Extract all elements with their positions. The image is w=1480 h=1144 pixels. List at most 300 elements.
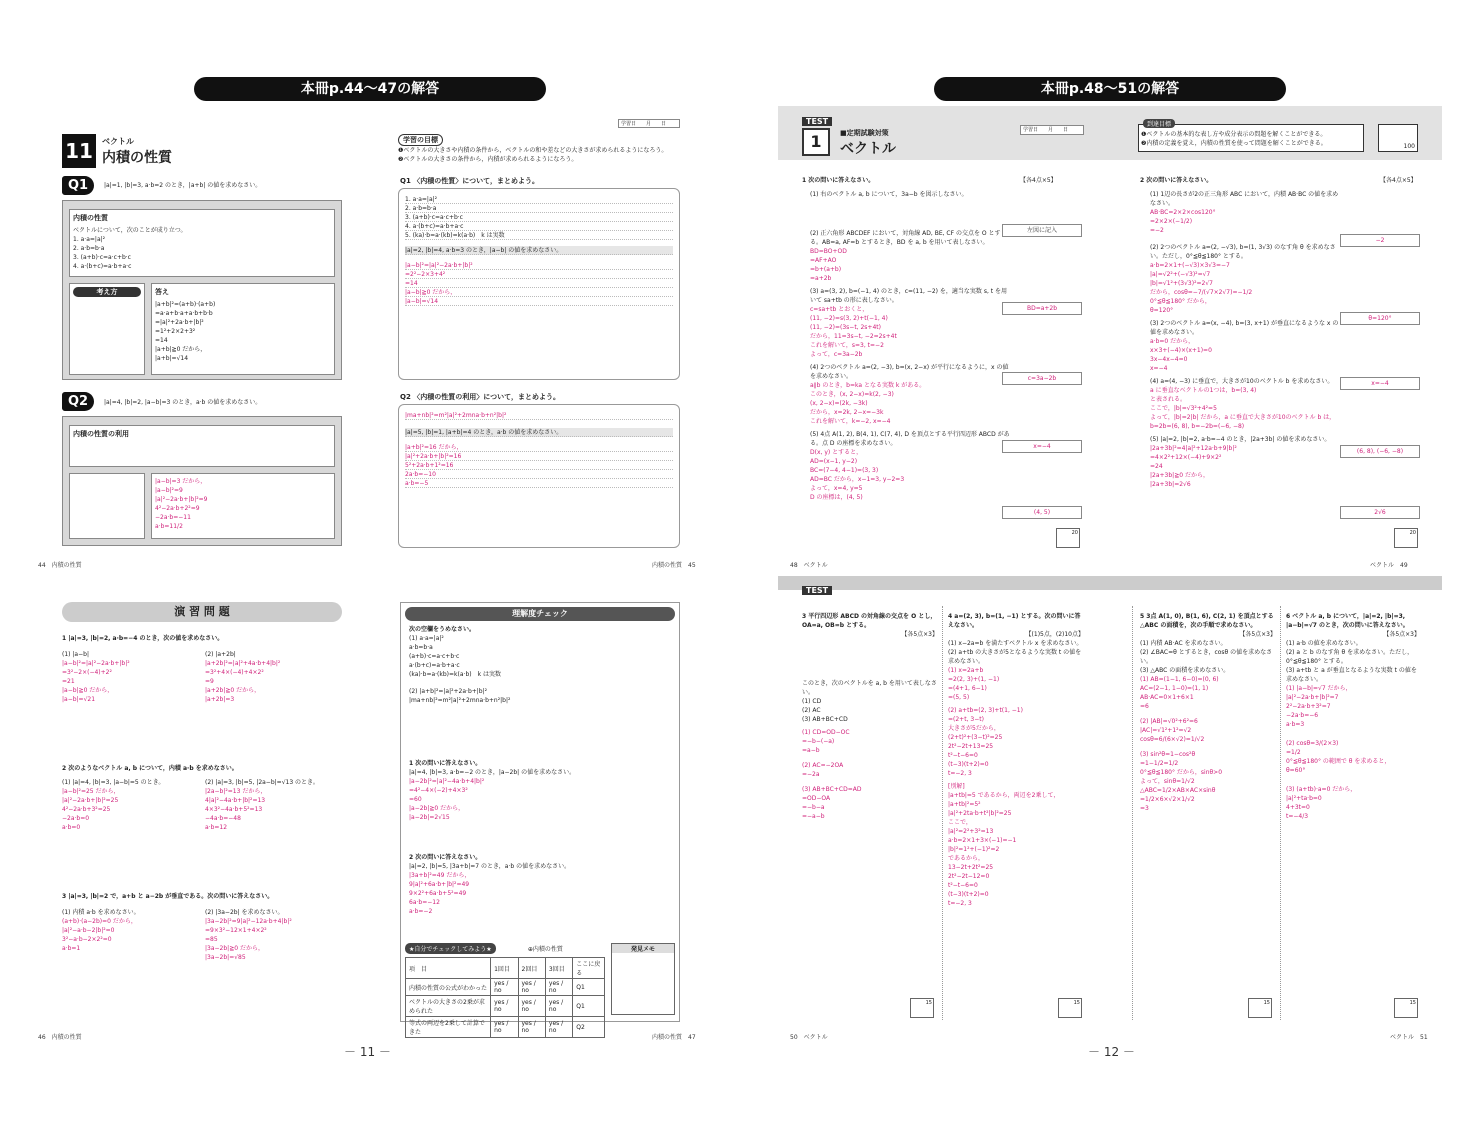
tq2-line: (3) 2つのベクトル a=(x, −4), b=(3, x+1) が垂直になるような x の値を求めなさい。 bbox=[1150, 320, 1339, 336]
table-row bbox=[406, 1017, 605, 1038]
page-46-footer: 46 内積の性質 bbox=[38, 1034, 82, 1041]
tq4-line: =(5, 5) bbox=[948, 694, 970, 701]
tq6-line: (2) a と b のなす角 θ を求めなさい。ただし，0°≦θ≦180° とする。 bbox=[1286, 649, 1414, 665]
tq2-line: a に垂直なベクトルの1つは，b=(3, 4) bbox=[1150, 387, 1257, 394]
tq5-line: AC=(2−1, 1−0)=(1, 1) bbox=[1140, 685, 1209, 692]
tq1-line: よって，c=3a−2b bbox=[810, 351, 863, 358]
check-q1-title: 1 次の問いに答えなさい。 bbox=[409, 760, 482, 767]
test-q4 bbox=[948, 612, 1084, 908]
tq1-line: =a+2b bbox=[810, 275, 832, 282]
tq2-line: =2×2×(−1/2) bbox=[1150, 218, 1193, 225]
tq3-line: =−b−a bbox=[802, 804, 825, 811]
tq1-line: だから，x=2k, 2−x=−3k bbox=[810, 409, 884, 416]
tq6-points: 【各5点×3】 bbox=[1383, 631, 1420, 638]
sum1-ans: |a−b|=√14 bbox=[405, 297, 673, 306]
tq5-line: (2) ∠BAC=θ とするとき，cosθ の値を求めなさい。 bbox=[1140, 649, 1273, 665]
tq1-answer: x=−4 bbox=[1002, 440, 1082, 453]
p3b-line: |3a−2b|=√85 bbox=[205, 954, 246, 961]
tq6-line: 2²−2a·b+3²=7 bbox=[1286, 703, 1331, 710]
test-q1 bbox=[802, 176, 1057, 185]
p1a-line: =21 bbox=[62, 678, 75, 685]
sc-cell: Q1 bbox=[573, 979, 605, 996]
tq1-line: これを解いて，k=−2, x=−4 bbox=[810, 418, 891, 425]
tq6-line: (1) a·b の値を求めなさい。 bbox=[1286, 640, 1362, 647]
tq3-points: 【各5点×3】 bbox=[901, 631, 938, 638]
self-check bbox=[405, 943, 605, 1038]
sum2-example: |a|=5, |b|=1, |a+b|=4 のとき，a·b の値を求めなさい。 bbox=[405, 428, 673, 437]
sum1-ans: |a−b|²=|a|²−2a·b+|b|² bbox=[405, 261, 673, 270]
tq2-line: |2a+3b|=2√6 bbox=[1150, 481, 1191, 488]
tq5-line: △ABC=1/2×AB×AC×sinθ bbox=[1140, 787, 1216, 794]
tq2-line: (4) a=(4, −3) に垂直で，大きさが10のベクトル b を求めなさい。 bbox=[1150, 378, 1334, 385]
p2a-line: |a|²−2a·b+|b|²=25 bbox=[62, 797, 119, 804]
test-q3 bbox=[802, 612, 938, 821]
test-subtitle: ■定期試験対策 bbox=[840, 129, 889, 137]
check-item: (a+b)·c=a·c+b·c bbox=[409, 653, 460, 660]
tq3-score: 15 bbox=[910, 998, 934, 1018]
sc-cell[interactable]: yes / no bbox=[545, 1017, 572, 1038]
tq1-line: (2) 正六角形 ABCDEF において，対角線 AD, BE, CF の交点を O とする。AB=a, AF=b とするとき，BD を a, b を用いて表しなさい。 bbox=[810, 230, 1001, 246]
test-q6 bbox=[1286, 612, 1420, 821]
p3a-line: |a|²−a·b−2|b|²=0 bbox=[62, 927, 115, 934]
tq2-line: 0°≦θ≦180° だから， bbox=[1150, 298, 1211, 305]
tq6-line: (3) (a+tb)·a=0 だから， bbox=[1286, 786, 1357, 793]
test-q1-body bbox=[810, 190, 1010, 502]
check-item: (ka)·b=a·(kb)=k(a·b) k は実数 bbox=[409, 671, 501, 678]
check-item: (1) a·a=|a|² bbox=[409, 635, 444, 642]
tq2-line: だから，cosθ=−7/(√7×2√7)=−1/2 bbox=[1150, 289, 1253, 296]
summary2-title: Q2 〈内積の性質の利用〉について，まとめよう。 bbox=[400, 393, 560, 401]
memo-box bbox=[611, 943, 675, 1015]
q1-box-line: 4. a·(b+c)=a·b+a·c bbox=[73, 263, 132, 270]
left-page-number: － 11 － bbox=[344, 1045, 391, 1059]
tq3-line: (2) AC bbox=[802, 707, 821, 714]
tq2-line: |2a+3b|²=4|a|²+12a·b+9|b|² bbox=[1150, 445, 1237, 452]
tq4-line: であるから， bbox=[948, 855, 985, 862]
tq4-line: |a|²+2ta·b+t²|b|²=25 bbox=[948, 810, 1012, 817]
q2-answer-line: |a|²−2a·b+|b|²=9 bbox=[155, 496, 208, 503]
p1b-line: =3²+4×(−4)+4×2² bbox=[205, 669, 264, 676]
tq2-line: x=−4 bbox=[1150, 365, 1168, 372]
tq4-line: (1) x−2a=b を満たすベクトル x を求めなさい。 bbox=[948, 640, 1083, 647]
sum1-example: |a|=2, |b|=4, a·b=3 のとき，|a−b| の値を求めなさい。 bbox=[405, 246, 673, 255]
tq1-score: 20 bbox=[1056, 528, 1080, 548]
sc-cell: Q2 bbox=[573, 1017, 605, 1038]
tq3-line: (2) AC=−2OA bbox=[802, 762, 844, 769]
tq3-line: (1) CD=OD−OC bbox=[802, 729, 850, 736]
tq2-line: x×3+(−4)×(x+1)=0 bbox=[1150, 347, 1212, 354]
q1-box-line: 2. a·b=b·a bbox=[73, 245, 105, 252]
tq4-line: (2+t)²+(3−t)²=25 bbox=[948, 734, 1003, 741]
page-48-footer: 48 ベクトル bbox=[790, 562, 828, 569]
tq2-line: =24 bbox=[1150, 463, 1163, 470]
sum2-ans: |a+b|²=16 だから， bbox=[405, 443, 673, 452]
q2-text: |a|=4, |b|=2, |a−b|=3 のとき，a·b の値を求めなさい。 bbox=[104, 399, 262, 406]
test-goal-box bbox=[1138, 121, 1364, 152]
q2-think-box bbox=[69, 473, 145, 539]
check-q2-title: 2 次の問いに答えなさい。 bbox=[409, 854, 482, 861]
check-q2-ans: 6a·b=−12 bbox=[409, 899, 440, 906]
tq1-answer: c=3a−2b bbox=[1002, 372, 1082, 385]
tq1-answer: 左図に記入 bbox=[1002, 224, 1082, 237]
test-q2-title: 2 次の問いに答えなさい。 bbox=[1140, 177, 1213, 184]
sc-cell[interactable]: yes / no bbox=[491, 979, 518, 996]
q1-answer-line: =1²+2×2+3² bbox=[155, 328, 196, 335]
p3a-line: a·b=1 bbox=[62, 945, 81, 952]
page-44-footer: 44 内積の性質 bbox=[38, 562, 82, 569]
sum2-ans: 5²+2a·b+1²=16 bbox=[405, 461, 673, 470]
sc-cell[interactable]: yes / no bbox=[518, 1017, 545, 1038]
q1-answer-line: =14 bbox=[155, 337, 168, 344]
q2-property-box bbox=[69, 425, 335, 467]
tq2-score: 20 bbox=[1394, 528, 1418, 548]
test-q2 bbox=[1140, 176, 1400, 185]
q1-box-title: 内積の性質 bbox=[73, 214, 108, 222]
test-q5 bbox=[1140, 612, 1276, 813]
goal-label: 学習の目標 bbox=[398, 134, 443, 146]
tq2-line: (5) |a|=2, |b|=2, a·b=−4 のとき，|2a+3b| の値を求めなさい。 bbox=[1150, 436, 1331, 443]
tq5-score: 15 bbox=[1248, 998, 1272, 1018]
p3a-line: (1) 内積 a·b を求めなさい。 bbox=[62, 909, 140, 916]
sc-cell[interactable]: yes / no bbox=[491, 1017, 518, 1038]
q1-text: |a|=1, |b|=3, a·b=2 のとき，|a+b| の値を求めなさい。 bbox=[104, 182, 262, 189]
tq4-line: |a+tb|²=5² bbox=[948, 801, 981, 808]
q1-think-label: 考え方 bbox=[73, 287, 141, 297]
chapter-number: 11 bbox=[62, 134, 96, 168]
test-q1-title: 1 次の問いに答えなさい。 bbox=[802, 177, 875, 184]
p2b-line: |2a−b|²=13 だから， bbox=[205, 788, 267, 795]
check-item: 次の空欄をうめなさい。 bbox=[409, 626, 476, 633]
tq5-line: (2) |AB|=√0²+6²=6 bbox=[1140, 718, 1198, 725]
p2b-line: −4a·b=−48 bbox=[205, 815, 241, 822]
sum1-line: 2. a·b=b·a bbox=[405, 204, 673, 213]
q2-box-title: 内積の性質の利用 bbox=[73, 430, 129, 438]
page-50-footer: 50 ベクトル bbox=[790, 1034, 828, 1041]
q2-answer-line: a·b=11/2 bbox=[155, 523, 183, 530]
tq1-line: (3) a=(3, 2), b=(−1, 4) のとき，c=(11, −2) を，適当な実数 s, t を用いて sa+tb の形に表しなさい。 bbox=[810, 288, 1008, 304]
q1-answer-line: |a+b|²=(a+b)·(a+b) bbox=[155, 301, 216, 308]
tq2-line: (1) 1辺の長さが2の正三角形 ABC において，内積 AB·BC の値を求めなさい。 bbox=[1150, 191, 1339, 207]
tq1-line: D(x, y) とすると， bbox=[810, 449, 863, 456]
tq1-line: a∥b のとき，b=ka となる実数 k がある。 bbox=[810, 382, 926, 389]
tq4-line: =(2+t, 3−t) bbox=[948, 716, 984, 723]
tq2-answer: 2√6 bbox=[1340, 506, 1420, 519]
tq1-line: (1) 右のベクトル a, b について，3a−b を図示しなさい。 bbox=[810, 191, 968, 198]
q1-answer-line: =|a|²+2a·b+|b|² bbox=[155, 319, 204, 326]
tq5-line: |AC|=√1²+1²=√2 bbox=[1140, 727, 1192, 734]
tq5-line: (3) △ABC の面積を求めなさい。 bbox=[1140, 667, 1230, 674]
p2-answer-a bbox=[62, 778, 197, 832]
tq2-answer: x=−4 bbox=[1340, 377, 1420, 390]
tq1-line: (x, 2−x)=(2k, −3k) bbox=[810, 400, 868, 407]
check-q1-ans: =60 bbox=[409, 796, 422, 803]
tq5-line: =6 bbox=[1140, 703, 1149, 710]
check-title: 理解度チェック bbox=[405, 607, 675, 621]
tq1-line: (5) 4点 A(1, 2), B(4, 1), C(7, 4), D を頂点とする平行四辺形 ABCD がある。点 D の座標を求めなさい。 bbox=[810, 431, 1010, 447]
sum1-line: 3. (a+b)·c=a·c+b·c bbox=[405, 213, 673, 222]
sum1-line: 1. a·a=|a|² bbox=[405, 195, 673, 204]
tq1-line: c=sa+tb とおくと， bbox=[810, 306, 869, 313]
q1-answer-line: |a+b|≧0 だから， bbox=[155, 346, 207, 353]
self-check-header bbox=[406, 958, 605, 979]
goal-1: ❶ベクトルの大きさや内積の条件から，ベクトルの和や差などの大きさが求められるようになろう。 bbox=[398, 147, 668, 154]
sc-cell: 内積の性質の公式がわかった bbox=[406, 979, 491, 996]
goal-box bbox=[398, 134, 680, 166]
p2b-line: (2) |a|=3, |b|=5, |2a−b|=√13 のとき。 bbox=[205, 779, 319, 786]
sum1-ans: =14 bbox=[405, 279, 673, 288]
right-banner: 本冊p.48～51の解答 bbox=[934, 77, 1286, 101]
tq4-line: 13−2t+2t²=25 bbox=[948, 864, 994, 871]
goal-2: ❷ベクトルの大きさの条件から，内積が求められるようになろう。 bbox=[398, 156, 578, 163]
tq5-line: (1) AB=(1−1, 6−0)=(0, 6) bbox=[1140, 676, 1219, 683]
test2-band bbox=[778, 576, 1442, 590]
tq2-line: a·b=0 だから， bbox=[1150, 338, 1195, 345]
tq1-line: (11, −2)=(3s−t, 2s+4t) bbox=[810, 324, 881, 331]
p3b-line: =9×3²−12×1+4×2² bbox=[205, 927, 267, 934]
tq2-line: |2a+3b|≧0 だから， bbox=[1150, 472, 1209, 479]
practice-1 bbox=[62, 634, 342, 643]
test-q2-points: 【各4点×5】 bbox=[1380, 177, 1417, 184]
tq1-line: BC=(7−4, 4−1)=(3, 3) bbox=[810, 467, 879, 474]
sc-cell[interactable]: yes / no bbox=[545, 996, 572, 1017]
check-q2-ans: |3a+b|²=49 だから， bbox=[409, 872, 471, 879]
tq4-score: 15 bbox=[1058, 998, 1082, 1018]
tq3-line: このとき，次のベクトルを a, b を用いて表しなさい。 bbox=[802, 680, 937, 696]
tq4-line: t=−2, 3 bbox=[948, 900, 972, 907]
tq1-line: このとき，(x, 2−x)=k(2, −3) bbox=[810, 391, 894, 398]
q2-panel bbox=[62, 416, 342, 546]
check-q2-text: |a|=2, |b|=5, |3a+b|=7 のとき，a·b の値を求めなさい。 bbox=[409, 863, 571, 870]
practice-3 bbox=[62, 892, 342, 901]
sc-cell[interactable]: yes / no bbox=[545, 979, 572, 996]
tq2-line: AB·BC=2×2×cos120° bbox=[1150, 209, 1216, 216]
p3b-line: (2) |3a−2b| を求めなさい。 bbox=[205, 909, 284, 916]
tq1-line: (4) 2つのベクトル a=(2, −3), b=(x, 2−x) が平行になるように，x の値を求めなさい。 bbox=[810, 364, 1009, 380]
p2b-line: a·b=12 bbox=[205, 824, 228, 831]
p2a-line: a·b=0 bbox=[62, 824, 81, 831]
p3-answer-b bbox=[205, 908, 340, 962]
p3a-line: (a+b)·(a−2b)=0 だから， bbox=[62, 918, 137, 925]
tq6-line: (1) |a−b|=√7 だから， bbox=[1286, 685, 1352, 692]
q1-tab: Q1 bbox=[62, 176, 94, 195]
tq4-line: t²−t−6=0 bbox=[948, 752, 978, 759]
q1-answer-line: |a+b|=√14 bbox=[155, 355, 189, 362]
p1b-line: =9 bbox=[205, 678, 214, 685]
sc-cell[interactable]: yes / no bbox=[491, 996, 518, 1017]
tq5-line: (1) 内積 AB·AC を求めなさい。 bbox=[1140, 640, 1227, 647]
p3-question: 3 |a|=3, |b|=2 で，a+b と a−2b が垂直である。次の問いに答えなさい。 bbox=[62, 893, 274, 900]
tq3-line: (3) AB+BC+CD=AD bbox=[802, 786, 862, 793]
check-q1-ans: =4²−4×(−2)+4×3² bbox=[409, 787, 468, 794]
tq2-line: =−2 bbox=[1150, 227, 1164, 234]
p2a-line: 4²−2a·b+3²=25 bbox=[62, 806, 111, 813]
sum1-line: 4. a·(b+c)=a·b+a·c bbox=[405, 222, 673, 231]
sc-head: 項 目 bbox=[406, 958, 491, 979]
tq4-line: |b|²=1²+(−1)²=2 bbox=[948, 846, 1000, 853]
tq5-line: AB·AC=0×1+6×1 bbox=[1140, 694, 1194, 701]
p2b-line: 4|a|²−4a·b+|b|²=13 bbox=[205, 797, 266, 804]
p2a-line: |a−b|²=25 だから， bbox=[62, 788, 120, 795]
tq4-line: =(4+1, 6−1) bbox=[948, 685, 987, 692]
tq4-line: [別解] bbox=[948, 783, 965, 790]
sc-cell: 等式の両辺を2乗して計算できた bbox=[406, 1017, 491, 1038]
tq6-line: a·b=3 bbox=[1286, 721, 1305, 728]
p1b-line: |a+2b|≧0 だから， bbox=[205, 687, 261, 694]
p3b-line: |3a−2b|²=9|a|²−12a·b+4|b|² bbox=[205, 918, 292, 925]
tq4-line: (1) x=2a+b bbox=[948, 667, 984, 674]
p2a-line: −2a·b=0 bbox=[62, 815, 90, 822]
sc-head: 2回目 bbox=[518, 958, 545, 979]
tq1-line: (11, −2)=s(3, 2)+t(−1, 4) bbox=[810, 315, 888, 322]
sc-cell: ベクトルの大きさの2乗が求められた bbox=[406, 996, 491, 1017]
column-divider bbox=[1280, 606, 1281, 1020]
tq6-title: 6 ベクトル a, b について，|a|=2, |b|=3, |a−b|=√7 のとき，次の問いに答えなさい。 bbox=[1286, 613, 1409, 629]
tq3-line: (3) AB+BC+CD bbox=[802, 716, 848, 723]
page-45-footer: 内積の性質 45 bbox=[652, 562, 696, 569]
tq1-line: =AF+AO bbox=[810, 257, 837, 264]
p1a-line: =3²−2×(−4)+2² bbox=[62, 669, 112, 676]
tq4-title: 4 a=(2, 3), b=(1, −1) とする。次の問いに答えなさい。 bbox=[948, 613, 1081, 629]
tq4-line: =2(2, 3)+(1, −1) bbox=[948, 676, 1000, 683]
summary1-panel bbox=[398, 188, 680, 380]
tq5-line: cosθ=6/(6×√2)=1/√2 bbox=[1140, 736, 1205, 743]
check-q1-text: |a|=4, |b|=3, a·b=−2 のとき，|a−2b| の値を求めなさい。 bbox=[409, 769, 576, 776]
q2-tab: Q2 bbox=[62, 392, 94, 411]
sc-cell[interactable]: yes / no bbox=[518, 996, 545, 1017]
p2a-line: (1) |a|=4, |b|=3, |a−b|=5 のとき。 bbox=[62, 779, 165, 786]
summary1-title: Q1 〈内積の性質〉について，まとめよう。 bbox=[400, 177, 539, 185]
date-field: 学習日 月 日 bbox=[618, 119, 680, 128]
test-goal: ❷内積の定義を覚え，内積の性質を使って問題を解くことができる。 bbox=[1141, 140, 1327, 147]
test-number: 1 bbox=[802, 128, 830, 156]
p1-answer-a bbox=[62, 650, 197, 704]
practice-title: 演 習 問 題 bbox=[62, 602, 342, 622]
tq6-line: =1/2 bbox=[1286, 749, 1301, 756]
tq4-line: ここで， bbox=[948, 819, 972, 826]
tq5-line: =1/2×6×√2×1/√2 bbox=[1140, 796, 1195, 803]
tq2-answer: θ=120° bbox=[1340, 312, 1420, 325]
p1a-line: |a−b|≧0 だから， bbox=[62, 687, 114, 694]
tq5-line: (3) sin²θ=1−cos²θ bbox=[1140, 751, 1196, 758]
q1-box-line: ベクトルについて，次のことが成り立つ。 bbox=[73, 227, 187, 234]
tq2-line: (2) 2つのベクトル a=(2, −√3), b=(1, 3√3) のなす角 θ を求めなさい。ただし，0°≦θ≦180° とする。 bbox=[1150, 244, 1336, 260]
tq4-line: (t−3)(t+2)=0 bbox=[948, 761, 989, 768]
q2-answer-line: 4²−2a·b+2²=9 bbox=[155, 505, 200, 512]
tq2-line: a·b=2×1+(−√3)×3√3=−7 bbox=[1150, 262, 1230, 269]
self-check-table bbox=[405, 957, 605, 1038]
p2-answer-b bbox=[205, 778, 340, 832]
tq1-line: よって，x=4, y=5 bbox=[810, 485, 863, 492]
tq5-line: 0°≦θ≦180° だから，sinθ>0 bbox=[1140, 769, 1223, 776]
check-item: a·b=b·a bbox=[409, 644, 433, 651]
right-page-number: － 12 － bbox=[1088, 1045, 1135, 1059]
tq3-line: =−2a bbox=[802, 771, 820, 778]
tq4-line: |a|²=2²+3²=13 bbox=[948, 828, 994, 835]
p1a-line: |a−b|²=|a|²−2a·b+|b|² bbox=[62, 660, 130, 667]
sum1-line: 5. (ka)·b=a·(kb)=k(a·b) k は実数 bbox=[405, 231, 673, 240]
check-item: a·(b+c)=a·b+a·c bbox=[409, 662, 460, 669]
tq2-line: |a|=√2²+(−√3)²=√7 bbox=[1150, 271, 1211, 278]
tq4-points: 【(1)5点，(2)10点】 bbox=[1025, 631, 1084, 638]
tq6-line: 0°≦θ≦180° の範囲で θ を求めると， bbox=[1286, 758, 1391, 765]
page-49-footer: ベクトル 49 bbox=[1370, 562, 1408, 569]
tq1-line: =b+(a+b) bbox=[810, 266, 842, 273]
tq4-line: (2) a+tb の大きさが5となるような実数 t の値を求めなさい。 bbox=[948, 649, 1082, 665]
tq4-line: (t−3)(t+2)=0 bbox=[948, 891, 989, 898]
sum1-ans: =2²−2×3+4² bbox=[405, 270, 673, 279]
summary2-panel bbox=[398, 404, 680, 548]
tq4-line: t=−2, 3 bbox=[948, 770, 972, 777]
check-q1-ans: |a−2b|=2√15 bbox=[409, 814, 450, 821]
tq3-line: =−b−(−a) bbox=[802, 738, 835, 745]
sc-cell[interactable]: yes / no bbox=[518, 979, 545, 996]
tq2-line: よって，|b|=2|b| だから，a に垂直で大きさが10のベクトル b は， bbox=[1150, 414, 1336, 421]
test-goal-label: 到達目標 bbox=[1143, 119, 1175, 128]
p1b-line: |a+2b|=3 bbox=[205, 696, 235, 703]
tq2-line: と表される。 bbox=[1150, 396, 1187, 403]
test-title: ベクトル bbox=[840, 141, 896, 157]
test-q2-body bbox=[1150, 190, 1340, 489]
tq1-line: D の座標は，(4, 5) bbox=[810, 494, 863, 501]
check-item: (2) |a+b|²=|a|²+2a·b+|b|² bbox=[409, 688, 488, 695]
tq3-line: =OD−OA bbox=[802, 795, 831, 802]
sum2-ans: a·b=−5 bbox=[405, 479, 673, 488]
tq4-line: 大きさが5だから， bbox=[948, 725, 1000, 732]
sc-head: ここに戻る bbox=[573, 958, 605, 979]
check-q1 bbox=[409, 759, 669, 822]
q1-answer-line: =a·a+b·a+a·b+b·b bbox=[155, 310, 213, 317]
p3b-line: |3a−2b|≧0 だから， bbox=[205, 945, 264, 952]
tq6-line: −2a·b=−6 bbox=[1286, 712, 1319, 719]
tq2-answer: (6, 8), (−6, −8) bbox=[1340, 445, 1420, 458]
tq6-line: (2) cosθ=3/(2×3) bbox=[1286, 740, 1339, 747]
sum1-ans: |a−b|≧0 だから， bbox=[405, 288, 673, 297]
check-q1-ans: |a−2b|²=|a|²−4a·b+4|b|² bbox=[409, 778, 485, 785]
q1-panel bbox=[62, 200, 342, 380]
column-divider bbox=[942, 606, 943, 1020]
left-banner: 本冊p.44～47の解答 bbox=[194, 77, 546, 101]
tq6-line: |a|²−2a·b+|b|²=7 bbox=[1286, 694, 1339, 701]
table-row bbox=[406, 996, 605, 1017]
tq2-answer: −2 bbox=[1340, 234, 1420, 247]
test-date: 学習日 月 日 bbox=[1020, 125, 1084, 135]
q2-answer-line: |a−b|²=9 bbox=[155, 487, 183, 494]
tq4-line: 2t²−2t+13=25 bbox=[948, 743, 994, 750]
tq1-line: AD=(x−1, y−2) bbox=[810, 458, 858, 465]
tq1-line: だから，11=3s−t, −2=2s+4t bbox=[810, 333, 897, 340]
tq1-answer: BD=a+2b bbox=[1002, 302, 1082, 315]
p3a-line: 3²−a·b−2×2²=0 bbox=[62, 936, 112, 943]
tq1-answer: (4, 5) bbox=[1002, 506, 1082, 519]
test-q1-points: 【各4点×5】 bbox=[1020, 177, 1057, 184]
self-check-sub: ⊕内積の性質 bbox=[527, 946, 563, 953]
tq5-line: よって，sinθ=1/√2 bbox=[1140, 778, 1195, 785]
tq1-line: これを解いて，s=3, t=−2 bbox=[810, 342, 884, 349]
tq6-line: (3) a+tb と a が垂直となるような実数 t の値を求めなさい。 bbox=[1286, 667, 1417, 683]
test-label: TEST bbox=[802, 117, 832, 126]
check-q2-ans: 9×2²+6a·b+5²=49 bbox=[409, 890, 467, 897]
q2-answer-box bbox=[151, 473, 335, 539]
p2-question: 2 次のようなベクトル a, b について，内積 a·b を求めなさい。 bbox=[62, 765, 238, 772]
sum2-ans: 2a·b=−10 bbox=[405, 470, 673, 479]
p3b-line: =85 bbox=[205, 936, 218, 943]
sc-head: 1回目 bbox=[491, 958, 518, 979]
tq4-line: a·b=2×1+3×(−1)=−1 bbox=[948, 837, 1017, 844]
column-divider bbox=[1132, 606, 1133, 1020]
tq2-line: |b|=√1²+(3√3)²=2√7 bbox=[1150, 280, 1213, 287]
tq3-title: 3 平行四辺形 ABCD の対角線の交点を O とし，OA=a, OB=b とする。 bbox=[802, 613, 937, 629]
tq5-points: 【各5点×3】 bbox=[1239, 631, 1276, 638]
